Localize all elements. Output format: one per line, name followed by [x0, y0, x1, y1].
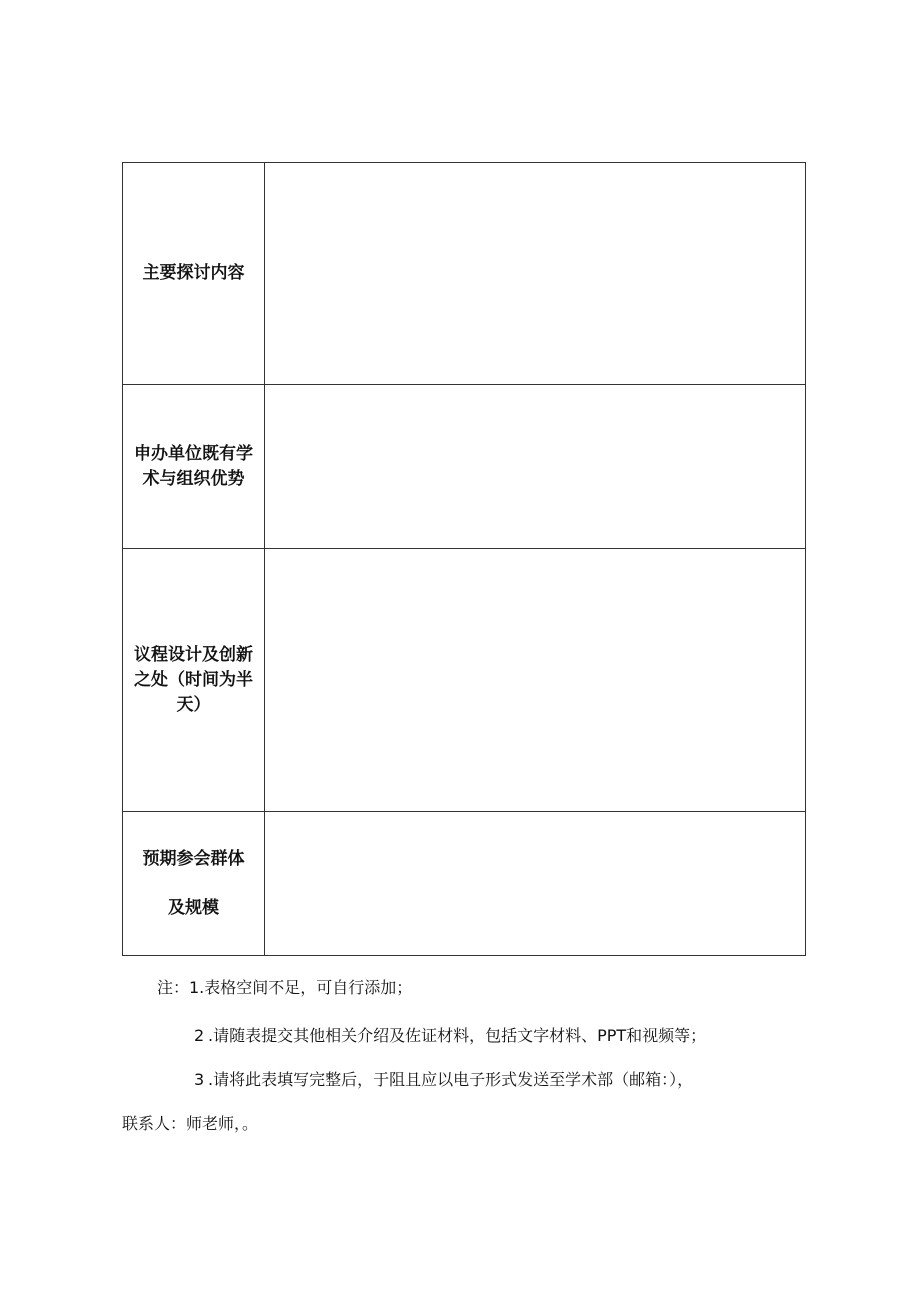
note-3-number: 3 — [194, 1070, 205, 1089]
form-row-expected-attendees — [123, 811, 805, 955]
note-2-number: 2 — [194, 1026, 205, 1045]
main-topics-field[interactable] — [265, 163, 805, 384]
label-line: 之处（时间为半 — [134, 669, 253, 690]
row-label-main-topics — [123, 163, 265, 384]
agenda-design-field[interactable] — [265, 549, 805, 811]
form-row-organizer-advantages — [123, 384, 805, 548]
label-line: 主要探讨内容 — [142, 263, 245, 283]
form-row-agenda-design — [123, 548, 805, 811]
label-line: 天） — [176, 694, 211, 715]
note-1: 注：1.表格空间不足，可自行添加； — [157, 978, 413, 997]
note-3 — [194, 1067, 693, 1090]
label-line: 议程设计及创新 — [134, 644, 253, 665]
label-line: 申办单位既有学 — [134, 443, 253, 464]
note-2 — [194, 1023, 706, 1046]
label-line: 及规模 — [168, 897, 219, 918]
note-3-continuation: 联系人：师老师，。 — [122, 1114, 259, 1133]
organizer-advantages-field[interactable] — [265, 385, 805, 548]
expected-attendees-field[interactable] — [265, 812, 805, 955]
row-label-expected-attendees — [123, 812, 265, 955]
note-3-text: .请将此表填写完整后，于阻且应以电子形式发送至学术部（邮箱：）， — [208, 1070, 694, 1089]
note-2-text: .请随表提交其他相关介绍及佐证材料，包括文字材料、PPT和视频等； — [208, 1026, 707, 1045]
application-form-table — [122, 162, 806, 956]
form-row-main-topics — [123, 163, 805, 384]
row-label-organizer-advantages — [123, 385, 265, 548]
label-line: 术与组织优势 — [142, 468, 245, 489]
row-label-agenda-design — [123, 549, 265, 811]
label-line: 预期参会群体 — [142, 848, 245, 869]
